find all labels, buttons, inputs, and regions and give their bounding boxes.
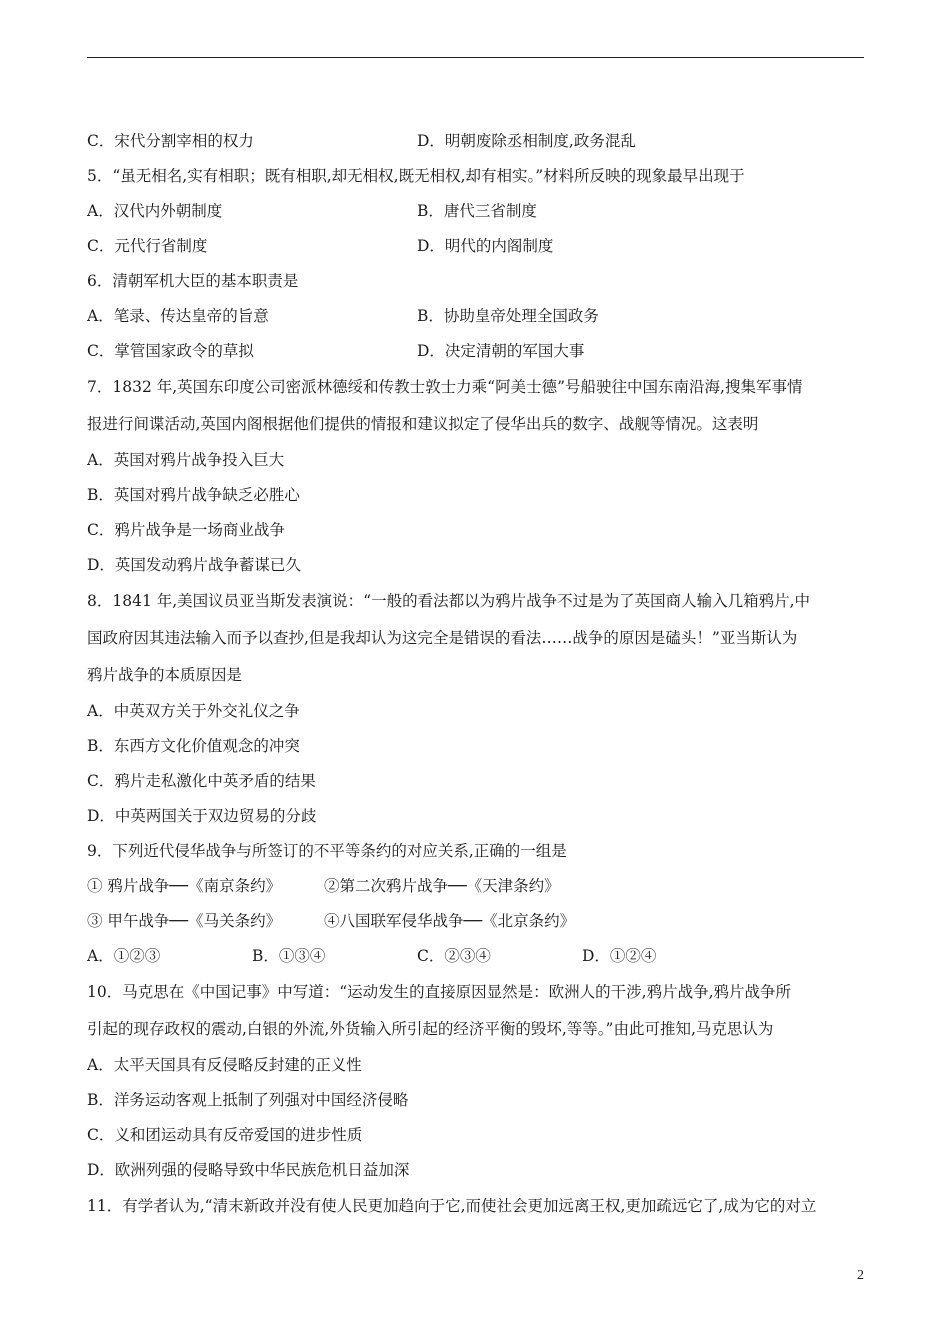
q8-option-c: C．鸦片走私激化中英矛盾的结果 — [87, 772, 316, 790]
q5-stem: 5．“虽无相名,实有相职；既有相职,却无相权,既无相权,却有相实。”材料所反映的现象最早出现于 — [87, 167, 745, 185]
q6-option-a: A．笔录、传达皇帝的旨意 — [87, 307, 269, 325]
q7-option-b: B．英国对鸦片战争缺乏必胜心 — [87, 486, 300, 504]
q8-option-b: B．东西方文化价值观念的冲突 — [87, 737, 300, 755]
q8-stem-line-1: 8．1841 年,美国议员亚当斯发表演说：“一般的看法都以为鸦片战争不过是为了英国商人输入几箱鸦片,中 — [87, 592, 811, 610]
q6-options-row-2 — [87, 334, 864, 369]
q10-stem-line-2: 引起的现存政权的震动,白银的外流,外货输入所引起的经济平衡的毁坏,等等。”由此可推知,马克思认为 — [87, 1020, 774, 1038]
q6-stem: 6．清朝军机大臣的基本职责是 — [87, 272, 299, 290]
q5-option-b: B．唐代三省制度 — [417, 202, 537, 220]
q9-item-2: ②第二次鸦片战争──《天津条约》 — [324, 877, 560, 895]
exam-content — [87, 124, 864, 1225]
q10-option-c: C．义和团运动具有反帝爱国的进步性质 — [87, 1126, 363, 1144]
q10-stem-line-1: 10．马克思在《中国记事》中写道：“运动发生的直接原因显然是：欧洲人的干涉,鸦片战争,鸦片战争所 — [87, 983, 792, 1001]
q10-option-d: D．欧洲列强的侵略导致中华民族危机日益加深 — [87, 1161, 410, 1179]
q9-option-a: A．①②③ — [87, 947, 161, 965]
q5-options-row-1 — [87, 194, 864, 229]
q6-option-b: B．协助皇帝处理全国政务 — [417, 307, 599, 325]
q9-stem: 9．下列近代侵华战争与所签订的不平等条约的对应关系,正确的一组是 — [87, 842, 567, 860]
q7-option-a: A．英国对鸦片战争投入巨大 — [87, 451, 285, 469]
q8-option-a: A．中英双方关于外交礼仪之争 — [87, 702, 300, 720]
q7-stem-line-2: 报进行间谍活动,英国内阁根据他们提供的情报和建议拟定了侵华出兵的数字、战舰等情况。这表明 — [87, 415, 759, 433]
q8-option-d: D．中英两国关于双边贸易的分歧 — [87, 807, 317, 825]
q9-options-row — [87, 939, 864, 974]
q10-option-b: B．洋务运动客观上抵制了列强对中国经济侵略 — [87, 1091, 409, 1109]
q4-option-d: D．明朝废除丞相制度,政务混乱 — [417, 132, 636, 150]
q8-stem-line-2: 国政府因其违法输入而予以查抄,但是我却认为这完全是错误的看法……战争的原因是磕头！”亚当斯认为 — [87, 629, 798, 647]
q9-item-4: ④八国联军侵华战争──《北京条约》 — [324, 912, 576, 930]
q9-item-3: ③ 甲午战争──《马关条约》 — [87, 912, 282, 930]
q9-items-row-1 — [87, 869, 864, 904]
q4-option-c: C．宋代分割宰相的权力 — [87, 132, 254, 150]
q9-option-c: C．②③④ — [417, 947, 491, 965]
q6-options-row-1 — [87, 299, 864, 334]
q9-option-d: D．①②④ — [582, 947, 657, 965]
header-rule — [87, 57, 864, 58]
q9-item-1: ① 鸦片战争──《南京条约》 — [87, 877, 282, 895]
q9-items-row-2 — [87, 904, 864, 939]
q6-option-d: D．决定清朝的军国大事 — [417, 342, 585, 360]
q5-option-d: D．明代的内阁制度 — [417, 237, 554, 255]
q5-option-a: A．汉代内外朝制度 — [87, 202, 223, 220]
q4-options-row — [87, 124, 864, 159]
q7-stem-line-1: 7．1832 年,英国东印度公司密派林德绥和传教士敦士力乘“阿美士德”号船驶往中国东南沿海,搜集军事情 — [87, 378, 803, 396]
q6-option-c: C．掌管国家政令的草拟 — [87, 342, 254, 360]
page-number: 2 — [857, 1268, 864, 1283]
q10-option-a: A．太平天国具有反侵略反封建的正义性 — [87, 1056, 362, 1074]
q7-option-d: D．英国发动鸦片战争蓄谋已久 — [87, 556, 301, 574]
q9-option-b: B．①③④ — [252, 947, 326, 965]
q7-option-c: C．鸦片战争是一场商业战争 — [87, 521, 285, 539]
q5-options-row-2 — [87, 229, 864, 264]
q11-stem-line-1: 11．有学者认为,“清末新政并没有使人民更加趋向于它,而使社会更加远离王权,更加疏远它了,成为它的对立 — [87, 1197, 817, 1215]
q5-option-c: C．元代行省制度 — [87, 237, 208, 255]
q8-stem-line-3: 鸦片战争的本质原因是 — [87, 666, 243, 684]
